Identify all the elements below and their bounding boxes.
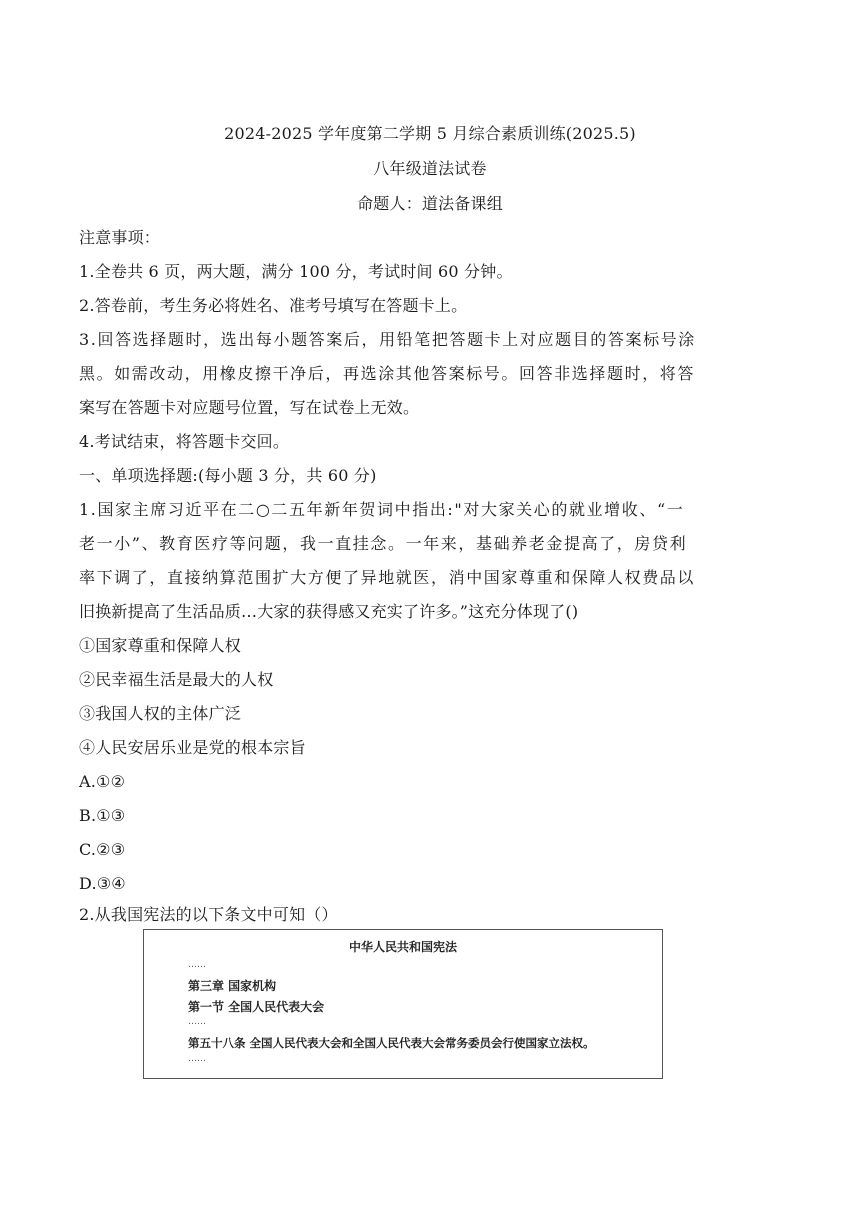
excerpt-chapter: 第三章 国家机构	[188, 979, 277, 993]
question-2-stem: 2.从我国宪法的以下条文中可知（）	[79, 905, 338, 924]
notice-item: 黑。如需改动，用橡皮擦干净后，再选涂其他答案标号。回答非选择题时，将答	[79, 364, 696, 383]
constitution-excerpt-box	[143, 929, 663, 1079]
question-1-statement: ①国家尊重和保障人权	[79, 636, 242, 655]
exam-author: 命题人：道法备课组	[357, 194, 503, 213]
notice-item: 2.答卷前，考生务必将姓名、准考号填写在答题卡上。	[79, 296, 468, 315]
excerpt-article: 第五十八条 全国人民代表大会和全国人民代表大会常务委员会行使国家立法权。	[188, 1036, 595, 1050]
excerpt-ellipsis: ……	[188, 1054, 206, 1064]
excerpt-ellipsis: ……	[188, 960, 206, 970]
notice-heading: 注意事项：	[79, 228, 161, 247]
question-1-stem: 旧换新提高了生活品质…大家的获得感又充实了许多。”这充分体现了()	[79, 602, 579, 621]
question-1-statement: ②民幸福生活是最大的人权	[79, 670, 274, 689]
question-1-statement: ③我国人权的主体广泛	[79, 704, 242, 723]
question-1-option-a: A.①②	[79, 772, 126, 791]
exam-title: 2024-2025 学年度第二学期 5 月综合素质训练(2025.5)	[224, 124, 636, 143]
section-heading: 一、单项选择题:(每小题 3 分，共 60 分)	[79, 466, 377, 485]
excerpt-ellipsis: ……	[188, 1017, 206, 1027]
question-1-option-c: C.②③	[79, 840, 126, 859]
question-1-stem: 率下调了，直接纳算范围扩大方便了异地就医，消中国家尊重和保障人权费品以	[79, 568, 696, 587]
excerpt-section: 第一节 全国人民代表大会	[188, 1000, 325, 1014]
notice-item: 3.回答选择题时，选出每小题答案后，用铅笔把答题卡上对应题目的答案标号涂	[79, 330, 696, 349]
question-1-option-d: D.③④	[79, 874, 126, 893]
question-1-stem: 老一小”、教育医疗等问题，我一直挂念。一年来，基础养老金提高了，房贷利	[79, 534, 688, 553]
question-1-option-b: B.①③	[79, 806, 126, 825]
question-1-stem: 1.国家主席习近平在二○二五年新年贺词中指出:"对大家关心的就业增收、“一	[79, 500, 685, 519]
exam-subtitle: 八年级道法试卷	[373, 159, 487, 178]
question-1-statement: ④人民安居乐业是党的根本宗旨	[79, 738, 306, 757]
notice-item: 案写在答题卡对应题号位置，写在试卷上无效。	[79, 398, 420, 417]
notice-item: 1.全卷共 6 页，两大题，满分 100 分，考试时间 60 分钟。	[79, 262, 513, 281]
excerpt-title: 中华人民共和国宪法	[348, 940, 457, 954]
notice-item: 4.考试结束，将答题卡交回。	[79, 432, 290, 451]
